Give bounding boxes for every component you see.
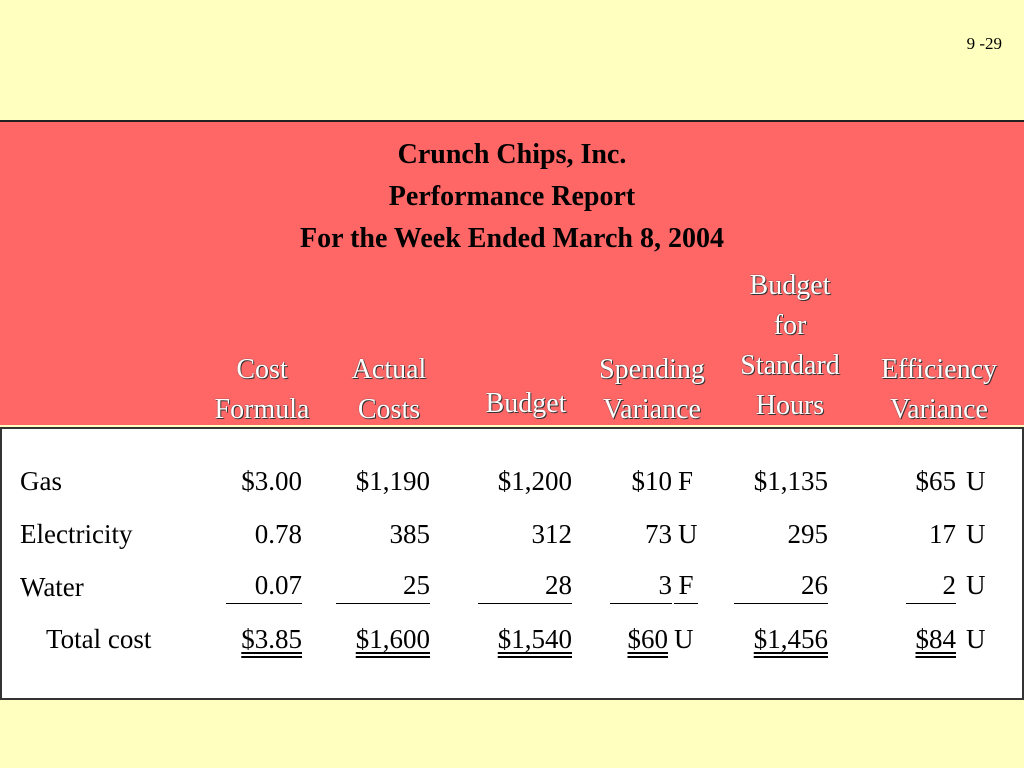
report-period: For the Week Ended March 8, 2004 — [300, 223, 724, 254]
budget-cell: $1,200 — [497, 466, 572, 496]
spending-variance-cell: $10 — [631, 466, 672, 496]
column-header-line: for — [773, 310, 807, 341]
efficiency-variance-cell: $65 — [915, 466, 956, 496]
cost-formula-cell: 0.78 — [254, 519, 302, 549]
actual-costs-cell: $1,600 — [355, 624, 430, 654]
table-row — [2, 567, 1024, 607]
report-title — [0, 134, 1024, 260]
column-header-budget-standard-hours — [724, 266, 856, 426]
column-header-line: Spending — [599, 354, 705, 385]
spending-variance-cell: 3 — [610, 567, 672, 604]
column-header-cost-formula — [200, 350, 324, 430]
column-header-line: Variance — [603, 394, 701, 425]
standard-budget-cell: 295 — [787, 519, 828, 549]
column-header-budget — [470, 384, 582, 424]
column-header-line: Hours — [755, 390, 825, 421]
report-header — [0, 120, 1024, 425]
cost-formula-cell: $3.00 — [241, 466, 302, 496]
report-table — [0, 427, 1024, 700]
efficiency-flag: U — [966, 466, 986, 496]
column-header-line: Budget — [749, 270, 831, 301]
spending-flag: F — [674, 567, 698, 604]
column-header-line: Efficiency — [880, 354, 998, 385]
column-header-actual-costs — [330, 350, 448, 430]
row-label: Water — [20, 572, 84, 602]
spending-flag: F — [678, 466, 694, 496]
column-header-line: Costs — [357, 394, 421, 425]
spending-variance-cell: 73 — [645, 519, 672, 549]
budget-cell: $1,540 — [497, 624, 572, 654]
cost-formula-cell: $3.85 — [241, 624, 302, 654]
column-header-line: Budget — [485, 388, 567, 419]
column-header-line: Formula — [214, 394, 310, 425]
efficiency-flag: U — [966, 570, 986, 600]
spending-variance-cell: $60 — [627, 624, 668, 654]
standard-budget-cell: $1,456 — [753, 624, 828, 654]
column-header-line: Variance — [890, 394, 988, 425]
report-name: Performance Report — [388, 181, 636, 212]
actual-costs-cell: $1,190 — [355, 466, 430, 496]
table-row — [2, 461, 1024, 501]
actual-costs-cell: 385 — [389, 519, 430, 549]
budget-cell: 312 — [531, 519, 572, 549]
column-header-line: Standard — [740, 350, 840, 381]
column-header-line: Actual — [351, 354, 427, 385]
column-header-spending-variance — [584, 350, 720, 430]
table-row — [2, 619, 1024, 659]
column-header-line: Cost — [236, 354, 288, 385]
efficiency-flag: U — [966, 624, 986, 654]
efficiency-flag: U — [966, 519, 986, 549]
efficiency-variance-cell: 2 — [906, 567, 956, 604]
page-number: 9 -29 — [966, 34, 1002, 53]
spending-flag: U — [674, 624, 694, 654]
company-name: Crunch Chips, Inc. — [397, 139, 627, 170]
row-label: Electricity — [20, 519, 133, 549]
standard-budget-cell: $1,135 — [753, 466, 828, 496]
standard-budget-cell: 26 — [734, 567, 828, 604]
row-label: Gas — [20, 466, 62, 496]
budget-cell: 28 — [478, 567, 572, 604]
table-row — [2, 514, 1024, 554]
actual-costs-cell: 25 — [336, 567, 430, 604]
spending-flag: U — [678, 519, 698, 549]
column-header-efficiency-variance — [864, 350, 1014, 430]
efficiency-variance-cell: 17 — [929, 519, 956, 549]
cost-formula-cell: 0.07 — [226, 567, 302, 604]
row-label: Total cost — [46, 624, 152, 654]
efficiency-variance-cell: $84 — [915, 624, 956, 654]
